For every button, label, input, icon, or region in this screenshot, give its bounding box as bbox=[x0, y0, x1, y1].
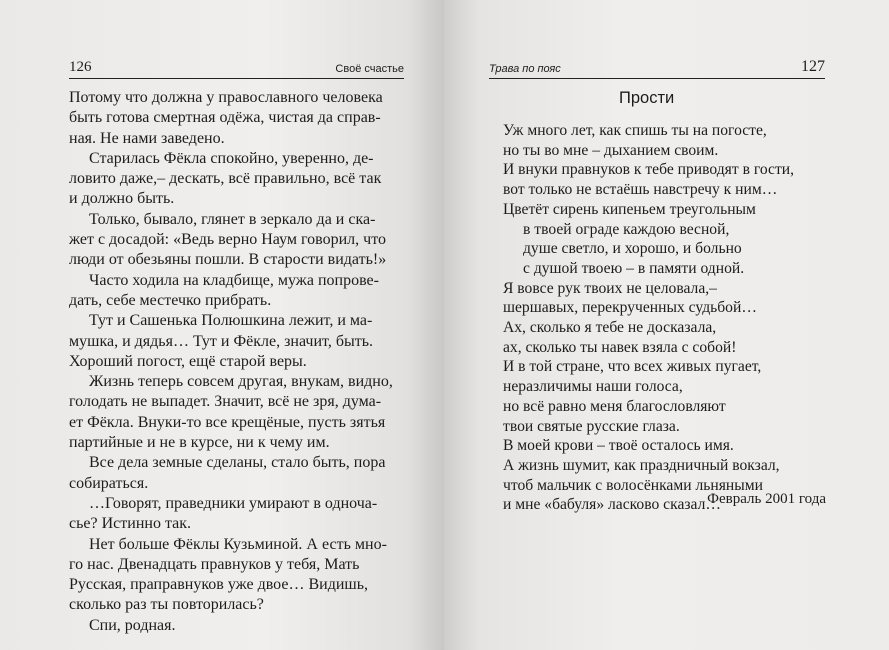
poem-date: Февраль 2001 года bbox=[707, 491, 826, 507]
poem-line: неразличимы наши голоса, bbox=[503, 378, 683, 396]
poem-line: но всё равно меня благословляют bbox=[503, 397, 726, 415]
text-line: Хороший погост, ещё старой веры. bbox=[69, 352, 307, 370]
text-line: Старилась Фёкла спокойно, уверенно, де- bbox=[89, 149, 374, 167]
poem-line: но ты во мне – дыханием своим. bbox=[503, 141, 719, 159]
text-line: Потому что должна у православного человека bbox=[69, 89, 383, 106]
text-line: партийные и не в курсе, ни к чему им. bbox=[69, 434, 330, 452]
text-line: и должно быть. bbox=[69, 190, 175, 208]
text-line: сколько раз ты повторилась? bbox=[69, 596, 264, 614]
left-page-text bbox=[69, 88, 406, 636]
text-line: дать, себе местечко прибрать. bbox=[69, 291, 272, 309]
text-line: Тут и Сашенька Полюшкина лежит, и ма- bbox=[89, 312, 373, 330]
text-line: голодать не выпадет. Значит, всё не зря, дума- bbox=[69, 393, 382, 411]
poem-line: Цветёт сирень кипеньем треугольным bbox=[503, 200, 756, 218]
text-line: Русская, праправнуков уже двое… Видишь, bbox=[69, 576, 369, 594]
text-line: мушка, и дядья… Тут и Фёкле, значит, быть. bbox=[69, 332, 373, 350]
text-line: сье? Истинно так. bbox=[69, 515, 191, 533]
right-page-number: 127 bbox=[801, 58, 825, 75]
poem-line: А жизнь шумит, как праздничный вокзал, bbox=[503, 456, 780, 474]
poem-title: Прости bbox=[619, 89, 675, 107]
poem-line: душе светло, и хорошо, и больно bbox=[523, 240, 742, 258]
poem-line: И внуки правнуков к тебе приводят в гости, bbox=[503, 161, 794, 179]
poem-line: твои святые русские глаза. bbox=[503, 417, 680, 435]
text-line: го нас. Двенадцать правнуков у тебя, Мать bbox=[69, 555, 360, 573]
text-line: Нет больше Фёклы Кузьминой. А есть мно- bbox=[89, 535, 387, 553]
text-line: жет с досадой: «Ведь верно Наум говорил, что bbox=[69, 231, 386, 249]
poem-line: В моей крови – твоё осталось имя. bbox=[503, 437, 734, 455]
poem-line: Ах, сколько я тебе не досказала, bbox=[503, 319, 717, 337]
left-page bbox=[0, 0, 444, 650]
left-page-number: 126 bbox=[69, 59, 92, 75]
right-running-title: Трава по пояс bbox=[489, 63, 561, 75]
poem-line: ах, сколько ты навек взяла с собой! bbox=[503, 338, 737, 356]
right-page bbox=[444, 0, 889, 650]
text-line: люди от обезьяны пошли. В старости видать!» bbox=[69, 251, 387, 269]
right-page-header bbox=[489, 58, 825, 79]
poem-text bbox=[503, 121, 833, 515]
poem-line: Уж много лет, как спишь ты на погосте, bbox=[503, 122, 767, 139]
text-line: собираться. bbox=[69, 474, 149, 492]
text-line: Часто ходила на кладбище, мужа попрове- bbox=[89, 271, 379, 289]
text-line: …Говорят, праведники умирают в одноча- bbox=[89, 494, 378, 512]
text-line: Спи, родная. bbox=[89, 616, 176, 634]
left-page-header bbox=[69, 58, 404, 79]
poem-line: И в той стране, что всех живых пугает, bbox=[503, 358, 762, 376]
text-line: Только, бывало, глянет в зеркало да и ска- bbox=[89, 210, 376, 228]
poem-line: в твоей ограде каждою весной, bbox=[523, 220, 730, 238]
poem-line: чтоб мальчик с волосёнками льняными bbox=[503, 476, 763, 494]
text-line: Все дела земные сделаны, стало быть, пора bbox=[89, 454, 386, 472]
poem-line: Я вовсе рук твоих не целовала,– bbox=[503, 279, 717, 297]
poem-line: и мне «бабуля» ласково сказал… bbox=[503, 496, 721, 514]
text-line: ловито даже,– дескать, всё правильно, всё так bbox=[69, 170, 382, 188]
poem-line: шершавых, перекрученных судьбой… bbox=[503, 299, 757, 317]
poem-line: с душой твоею – в памяти одной. bbox=[523, 259, 745, 277]
text-line: ет Фёкла. Внуки-то все крещёные, пусть зятья bbox=[69, 413, 386, 431]
left-running-title: Своё счастье bbox=[335, 63, 404, 75]
poem-line: вот только не встаёшь навстречу к ним… bbox=[503, 181, 778, 199]
text-line: Жизнь теперь совсем другая, внукам, видно, bbox=[89, 373, 393, 391]
text-line: быть готова смертная одёжа, чистая да справ- bbox=[69, 109, 381, 127]
text-line: ная. Не нами заведено. bbox=[69, 129, 225, 147]
